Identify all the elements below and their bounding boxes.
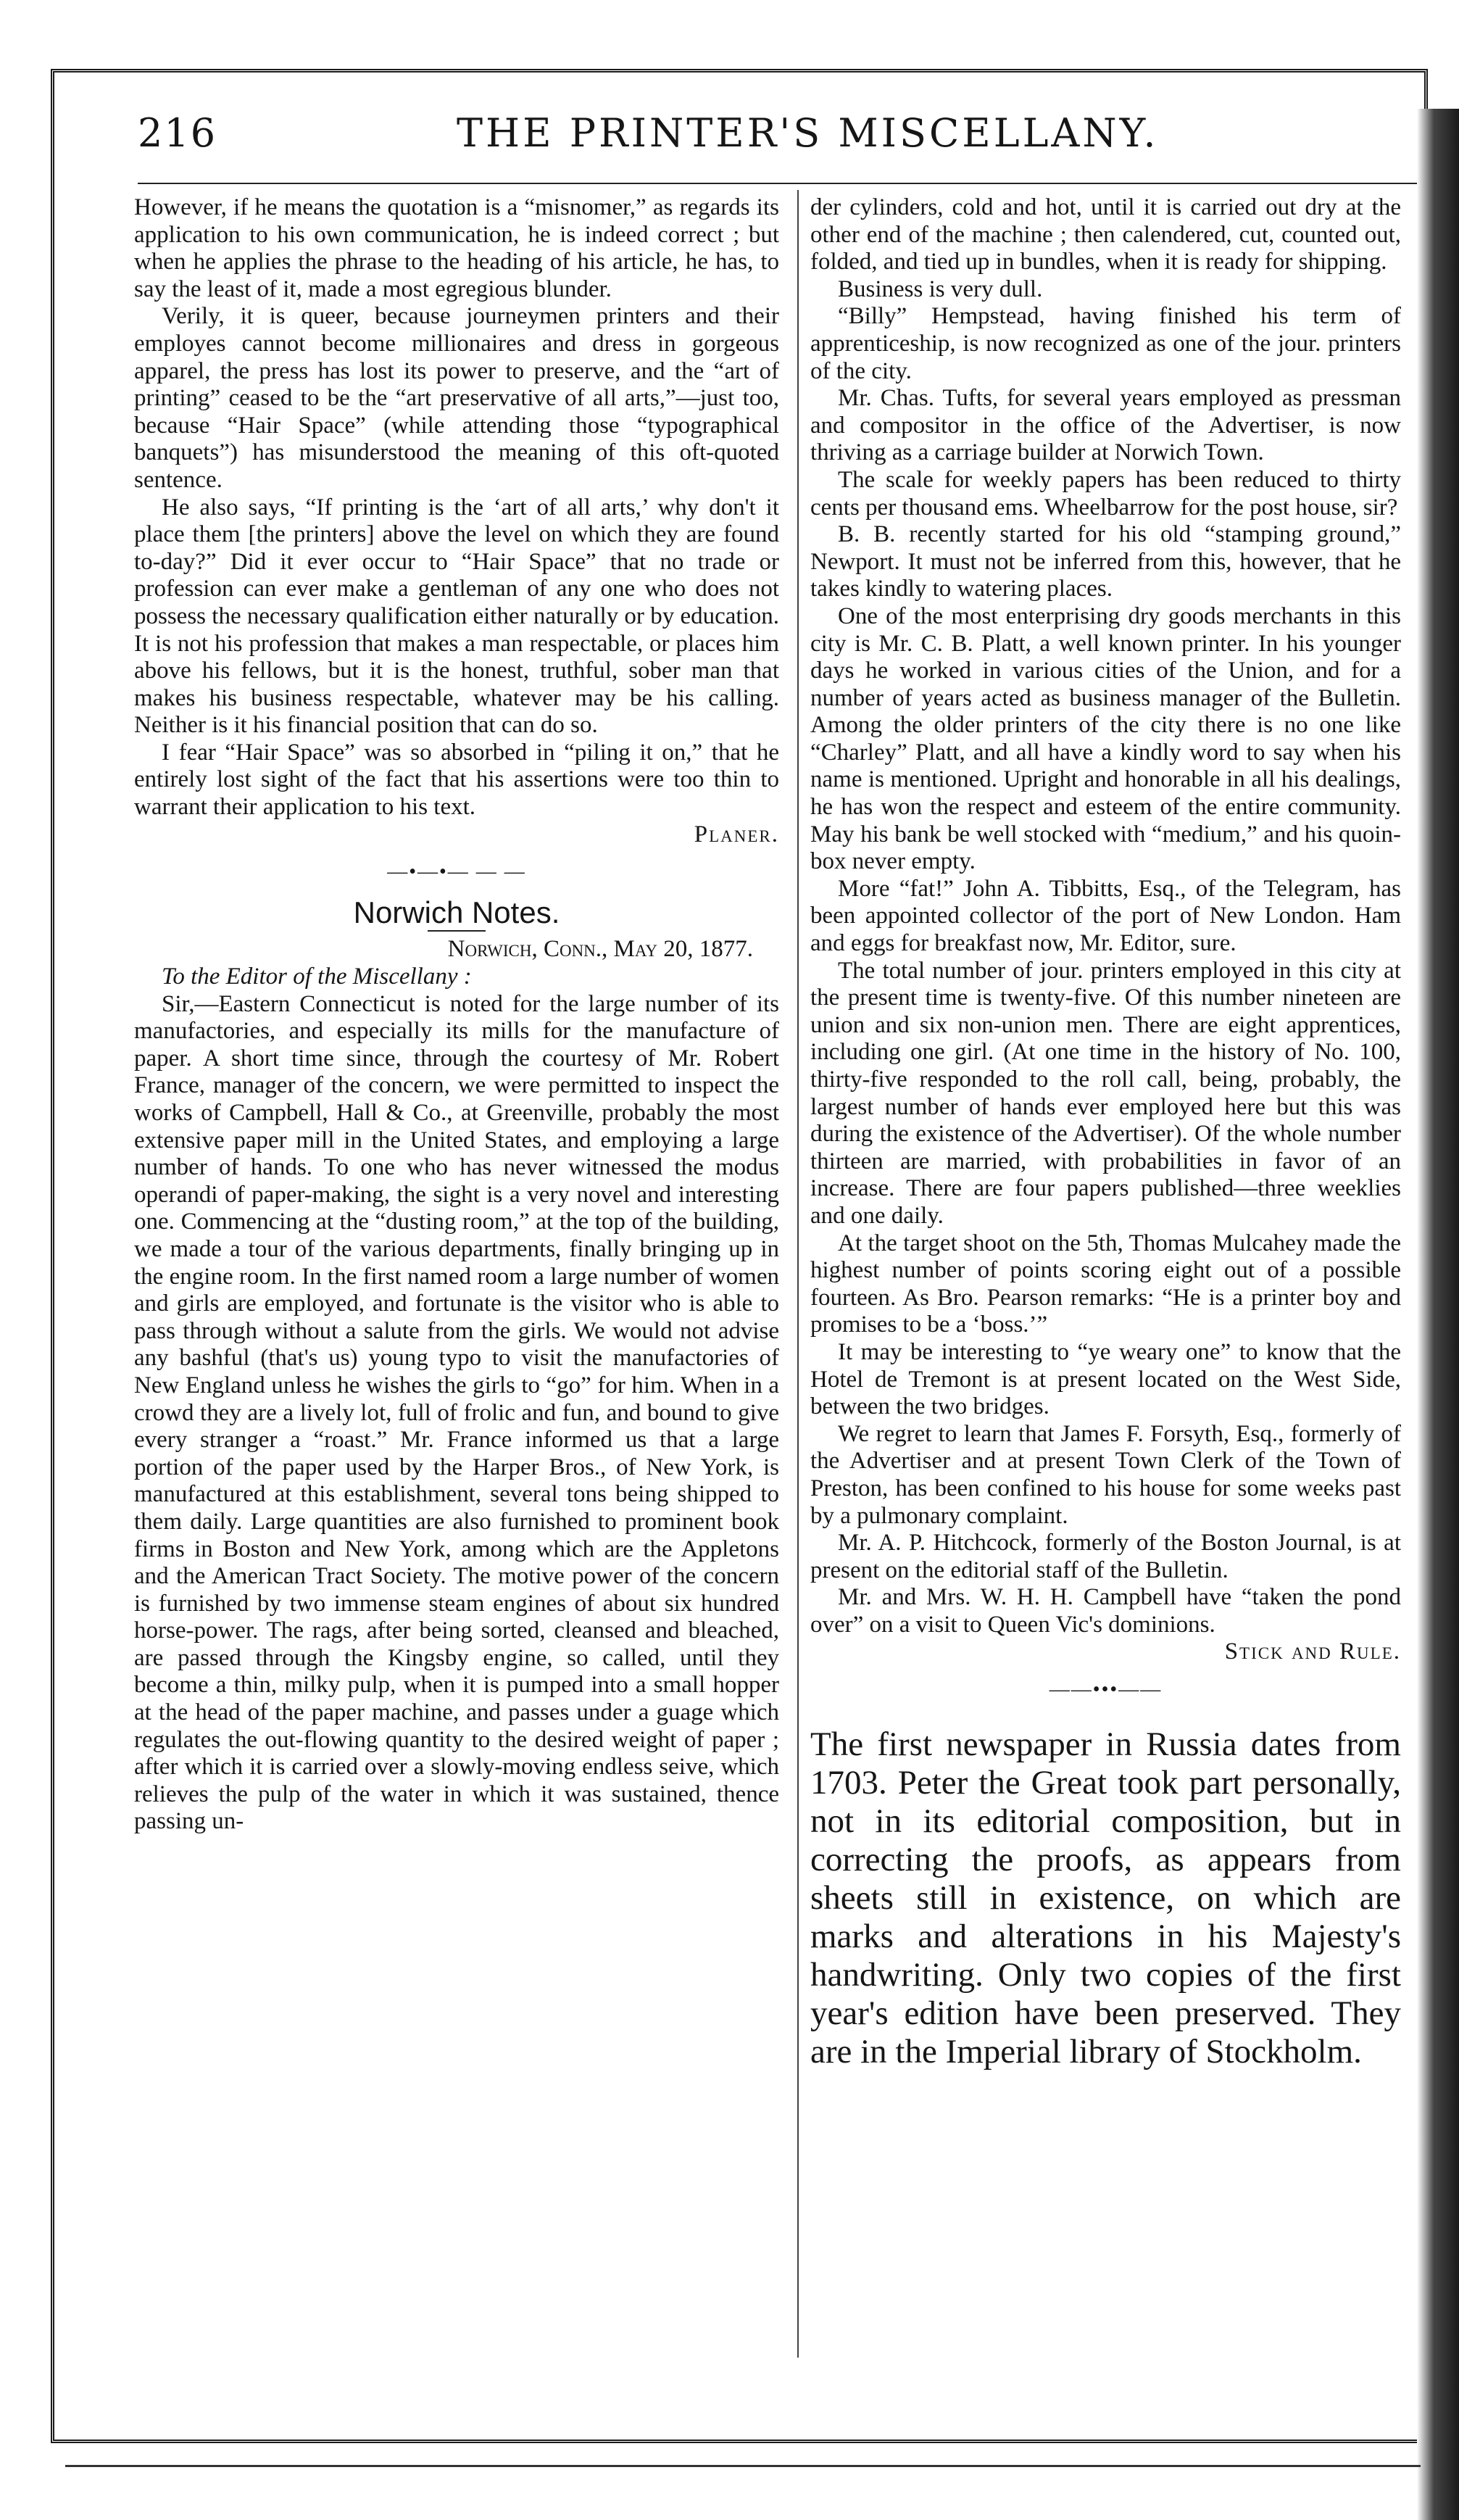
paragraph: The scale for weekly papers has been reduced to thirty cents per thousand ems. Wheelbarrow for the post house, sir? xyxy=(810,466,1401,521)
paragraph: More “fat!” John A. Tibbitts, Esq., of the Telegram, has been appointed collector of the port of New London. Ham and eggs for breakfast now, Mr. Editor, sure. xyxy=(810,875,1401,957)
paragraph: However, if he means the quotation is a “misnomer,” as regards its application to his own communication, he is indeed correct ; but when he applies the phrase to the heading of his article, he has, to say the least of it, made a most egregious blunder. xyxy=(134,194,779,302)
paragraph: At the target shoot on the 5th, Thomas Mulcahey made the highest number of points scoring eight out of a possible fourteen. As Bro. Pearson remarks: “He is a printer boy and promises to be a ‘boss.’” xyxy=(810,1230,1401,1338)
header-rule xyxy=(138,183,1417,184)
paragraph: Business is very dull. xyxy=(838,275,1043,302)
signature-stick-and-rule: Stick and Rule. xyxy=(1224,1638,1401,1665)
dateline: Norwich, Conn., May 20, 1877. xyxy=(447,936,753,963)
paragraph: It may be interesting to “ye weary one” to know that the Hotel de Tremont is at present located on the West Side, between the two bridges. xyxy=(810,1338,1401,1420)
paragraph: One of the most enterprising dry goods merchants in this city is Mr. C. B. Platt, a well known printer. In his younger days he worked in various cities of the Union, and for a number of years acted as business manager of the Bulletin. Among the older printers of the city there is no one like “Charley” Platt, and all have a kindly word to say when his name is mentioned. Upright and honorable in all his dealings, he has won the respect and esteem of the entire community. May his bank be well stocked with “medium,” and his quoin-box never empty. xyxy=(810,602,1401,875)
right-column xyxy=(810,194,1401,2071)
ornament-divider: ——•••—— xyxy=(1049,1678,1163,1702)
paragraph: der cylinders, cold and hot, until it is carried out dry at the other end of the machine ; then calendered, cut, counted out, folded, and tied up in bundles, when it is ready for shipping. xyxy=(810,194,1401,275)
paragraph: Mr. Chas. Tufts, for several years employed as pressman and compositor in the office of the Advertiser, is now thriving as a carriage builder at Norwich Town. xyxy=(810,385,1401,466)
paragraph: B. B. recently started for his old “stamping ground,” Newport. It must not be inferred from this, however, that he takes kindly to watering places. xyxy=(810,521,1401,602)
ornament-divider: —•—•— — — xyxy=(387,861,526,884)
page-number: 216 xyxy=(138,110,217,156)
article-heading: Norwich Notes. xyxy=(353,895,560,929)
paragraph: Mr. and Mrs. W. H. H. Campbell have “taken the pond over” on a visit to Queen Vic's dominions. xyxy=(810,1584,1401,1638)
paragraph: Mr. A. P. Hitchcock, formerly of the Boston Journal, is at present on the editorial staff of the Bulletin. xyxy=(810,1530,1401,1583)
heading-rule xyxy=(428,930,486,932)
salutation: To the Editor of the Miscellany : xyxy=(162,963,472,990)
paragraph: He also says, “If printing is the ‘art of all arts,’ why don't it place them [the printers] above the level on which they are found to-day?” Did it ever occur to “Hair Space” that no trade or profession can ever make a gentleman of any one who does not possess the necessary qualification either naturally or by education. It is not his profession that makes a man respectable, or places him above his fellows, but it is the honest, truthful, sober man that makes his business respectable, whatever may be his calling. Neither is it his financial position that can do so. xyxy=(134,494,779,739)
signature-planer: Planer. xyxy=(694,821,779,847)
paragraph: Sir,—Eastern Connecticut is noted for the large number of its manufactories, and especially its mills for the manufacture of paper. A short time since, through the courtesy of Mr. Robert France, manager of the concern, we were permitted to inspect the works of Campbell, Hall & Co., at Greenville, probably the most extensive paper mill in the United States, and employing a large number of hands. To one who has never witnessed the modus operandi of paper-making, the sight is a very novel and interesting one. Commencing at the “dusting room,” at the top of the building, we made a tour of the various departments, finally bringing up in the engine room. In the first named room a large number of women and girls are employed, and fortunate is the visitor who is able to pass through without a salute from the girls. We would not advise any bashful (that's us) young typo to visit the manufactories of New England unless he wishes the girls to “go” for him. When in a crowd they are a lively lot, full of frolic and fun, and bound to give every stranger a “roast.” Mr. France informed us that a large portion of the paper used by the Harper Bros., of New York, is manufactured at this establishment, several tons being shipped to them daily. Large quantities are also furnished to prominent book firms in Boston and New York, among which are the Appletons and the American Tract Society. The motive power of the concern is furnished by two immense steam engines of about six hundred horse-power. The rags, after being sorted, cleansed and bleached, are passed through the Kingsby engine, so called, until they become a thin, milky pulp, when it is pumped into a small hopper at the head of the paper machine, and passes under a guage which regulates the out-flowing quantity to the desired weight of paper ; after which it is carried over a slowly-moving endless seive, which relieves the pulp of the water in which it was sustained, thence passing un- xyxy=(134,990,779,1835)
running-title: THE PRINTER'S MISCELLANY. xyxy=(457,110,1159,156)
bottom-rule xyxy=(65,2465,1421,2467)
paragraph: We regret to learn that James F. Forsyth, Esq., formerly of the Advertiser and at present Town Clerk of the Town of Preston, has been confined to his house for some weeks past by a pulmonary complaint. xyxy=(810,1420,1401,1529)
column-divider xyxy=(797,190,799,2358)
scan-edge-shadow xyxy=(1417,109,1459,2520)
paragraph: I fear “Hair Space” was so absorbed in “piling it on,” that he entirely lost sight of the fact that his assertions were too thin to warrant their application to his text. xyxy=(134,739,779,821)
paragraph: The total number of jour. printers employed in this city at the present time is twenty-five. Of this number nineteen are union and six non-union men. There are eight apprentices, including one girl. (At one time in the history of No. 100, thirty-five responded to the roll call, being, probably, the largest number of hands ever employed here but this was during the existence of the Advertiser). Of the whole number thirteen are married, with probabilities in favor of an increase. There are four papers published—three weeklies and one daily. xyxy=(810,957,1401,1229)
paragraph: “Billy” Hempstead, having finished his term of apprenticeship, is now recognized as one of the jour. printers of the city. xyxy=(810,303,1401,384)
closing-paragraph: The first newspaper in Russia dates from 1703. Peter the Great took part personally, not in its editorial composition, but in correcting the proofs, as appears from sheets still in existence, on which are marks and alterations in his Majesty's handwriting. Only two copies of the first year's edition have been preserved. They are in the Imperial library of Stockholm. xyxy=(810,1725,1401,2071)
left-column xyxy=(134,194,779,1836)
paragraph: Verily, it is queer, because journeymen printers and their employes cannot become millionaires and dress in gorgeous apparel, the press has lost its power to preserve, and the “art of printing” ceased to be the “art preservative of all arts,”—just too, because “Hair Space” (while attending those “typographical banquets”) has misunderstood the meaning of this oft-quoted sentence. xyxy=(134,303,779,493)
